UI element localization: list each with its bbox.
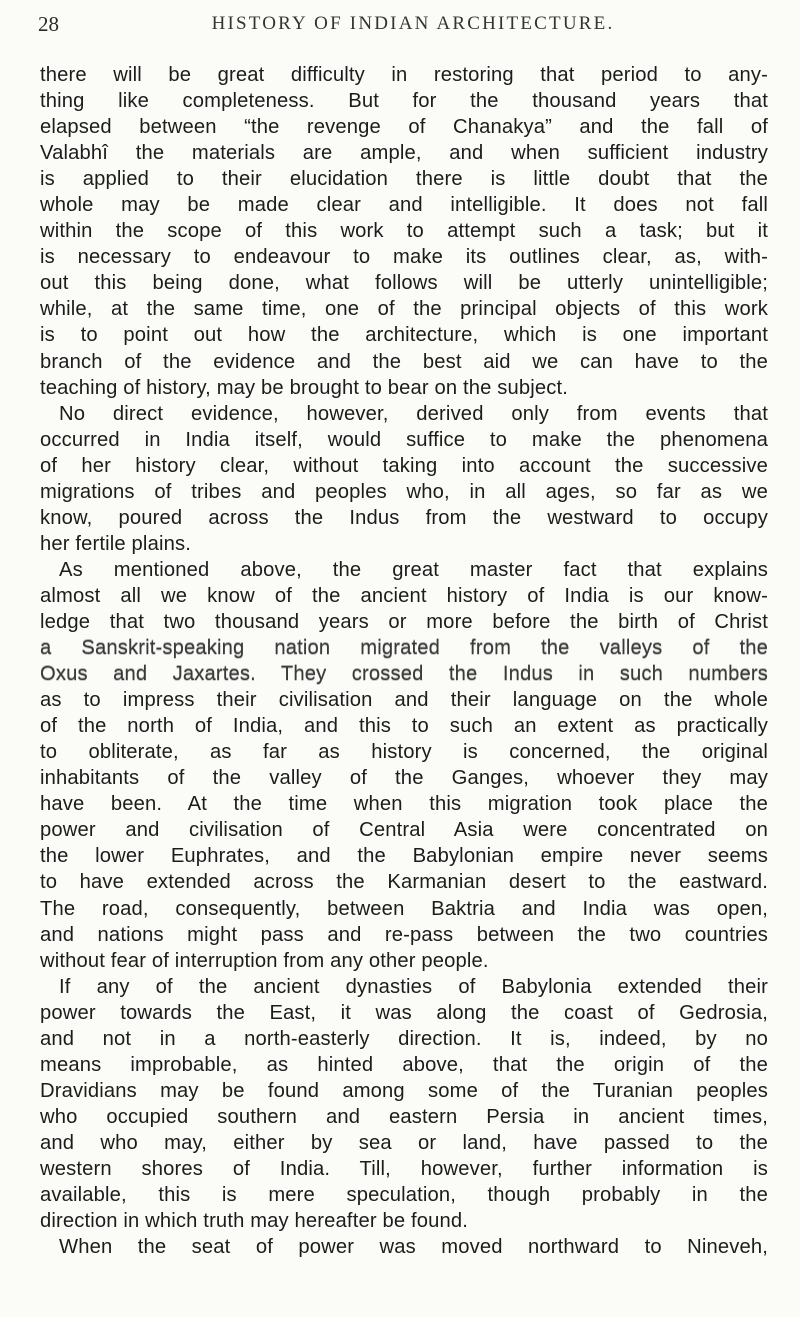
running-head: HISTORY OF INDIAN ARCHITECTURE.	[211, 13, 615, 34]
text-line: No direct evidence, however, derived only from events that	[59, 402, 768, 425]
text-line: her fertile plains.	[40, 532, 191, 555]
text-line: elapsed between “the revenge of Chanakya” and the fall of	[40, 116, 768, 139]
text-line: there will be great difficulty in restoring that period to any-	[40, 64, 768, 86]
text-line: know, poured across the Indus from the westward to occupy	[40, 506, 768, 529]
text-line: means improbable, as hinted above, that the origin of the	[40, 1053, 768, 1076]
text-line: is necessary to endeavour to make its outlines clear, as, with-	[40, 246, 768, 269]
text-line: and who may, either by sea or land, have passed to the	[40, 1131, 768, 1154]
text-line: is to point out how the architecture, which is one important	[40, 324, 768, 347]
text-line: thing like completeness. But for the thousand years that	[40, 90, 768, 113]
text-line: of her history clear, without taking into account the successive	[40, 454, 768, 477]
text-line: Valabhî the materials are ample, and when sufficient industry	[40, 142, 768, 165]
text-line: occurred in India itself, would suffice to make the phenomena	[40, 428, 768, 451]
text-line: and not in a north-easterly direction. It is, indeed, by no	[40, 1027, 768, 1050]
text-line: western shores of India. Till, however, further information is	[40, 1157, 768, 1180]
text-line: When the seat of power was moved northward to Nineveh,	[59, 1236, 768, 1259]
text-line: power towards the East, it was along the coast of Gedrosia,	[40, 1001, 768, 1024]
text-line: without fear of interruption from any other people.	[40, 949, 489, 972]
text-line: and nations might pass and re-pass between the two countries	[40, 923, 768, 946]
text-line: of the north of India, and this to such an extent as practically	[40, 715, 768, 738]
text-line: who occupied southern and eastern Persia in ancient times,	[40, 1105, 768, 1128]
text-line: out this being done, what follows will be utterly unintelligible;	[40, 272, 768, 295]
text-line: to obliterate, as far as history is concerned, the original	[40, 741, 768, 764]
text-line: have been. At the time when this migration took place the	[40, 793, 768, 816]
text-line: Oxus and Jaxartes. They crossed the Indus in such numbers	[40, 663, 768, 686]
text-line: ledge that two thousand years or more before the birth of Christ	[40, 610, 768, 633]
text-line: branch of the evidence and the best aid we can have to the	[40, 350, 768, 373]
text-line: a Sanskrit-speaking nation migrated from the valleys of the	[40, 637, 768, 660]
text-line: power and civilisation of Central Asia were concentrated on	[40, 819, 768, 842]
text-line: while, at the same time, one of the principal objects of this work	[40, 298, 768, 321]
text-line: direction in which truth may hereafter be found.	[40, 1210, 469, 1233]
text-line: Dravidians may be found among some of the Turanian peoples	[40, 1079, 768, 1102]
text-line: within the scope of this work to attempt such a task; but it	[40, 220, 768, 243]
text-line: If any of the ancient dynasties of Babylonia extended their	[59, 975, 768, 998]
text-line: is applied to their elucidation there is little doubt that the	[40, 168, 768, 191]
text-line: The road, consequently, between Baktria and India was open,	[40, 897, 768, 920]
body-text	[40, 62, 768, 1260]
text-line: migrations of tribes and peoples who, in all ages, so far as we	[40, 480, 768, 503]
text-line: to have extended across the Karmanian desert to the eastward.	[40, 871, 768, 894]
page-number: 28	[38, 12, 59, 36]
text-line: almost all we know of the ancient history of India is our know-	[40, 584, 768, 607]
text-line: the lower Euphrates, and the Babylonian empire never seems	[40, 845, 768, 868]
text-line: available, this is mere speculation, though probably in the	[40, 1184, 768, 1207]
text-line: inhabitants of the valley of the Ganges, whoever they may	[40, 767, 768, 790]
page-header	[38, 12, 768, 42]
text-line: As mentioned above, the great master fact that explains	[59, 558, 768, 581]
text-line: whole may be made clear and intelligible. It does not fall	[40, 194, 768, 217]
text-line: teaching of history, may be brought to bear on the subject.	[40, 376, 569, 399]
text-line: as to impress their civilisation and their language on the whole	[40, 689, 768, 712]
